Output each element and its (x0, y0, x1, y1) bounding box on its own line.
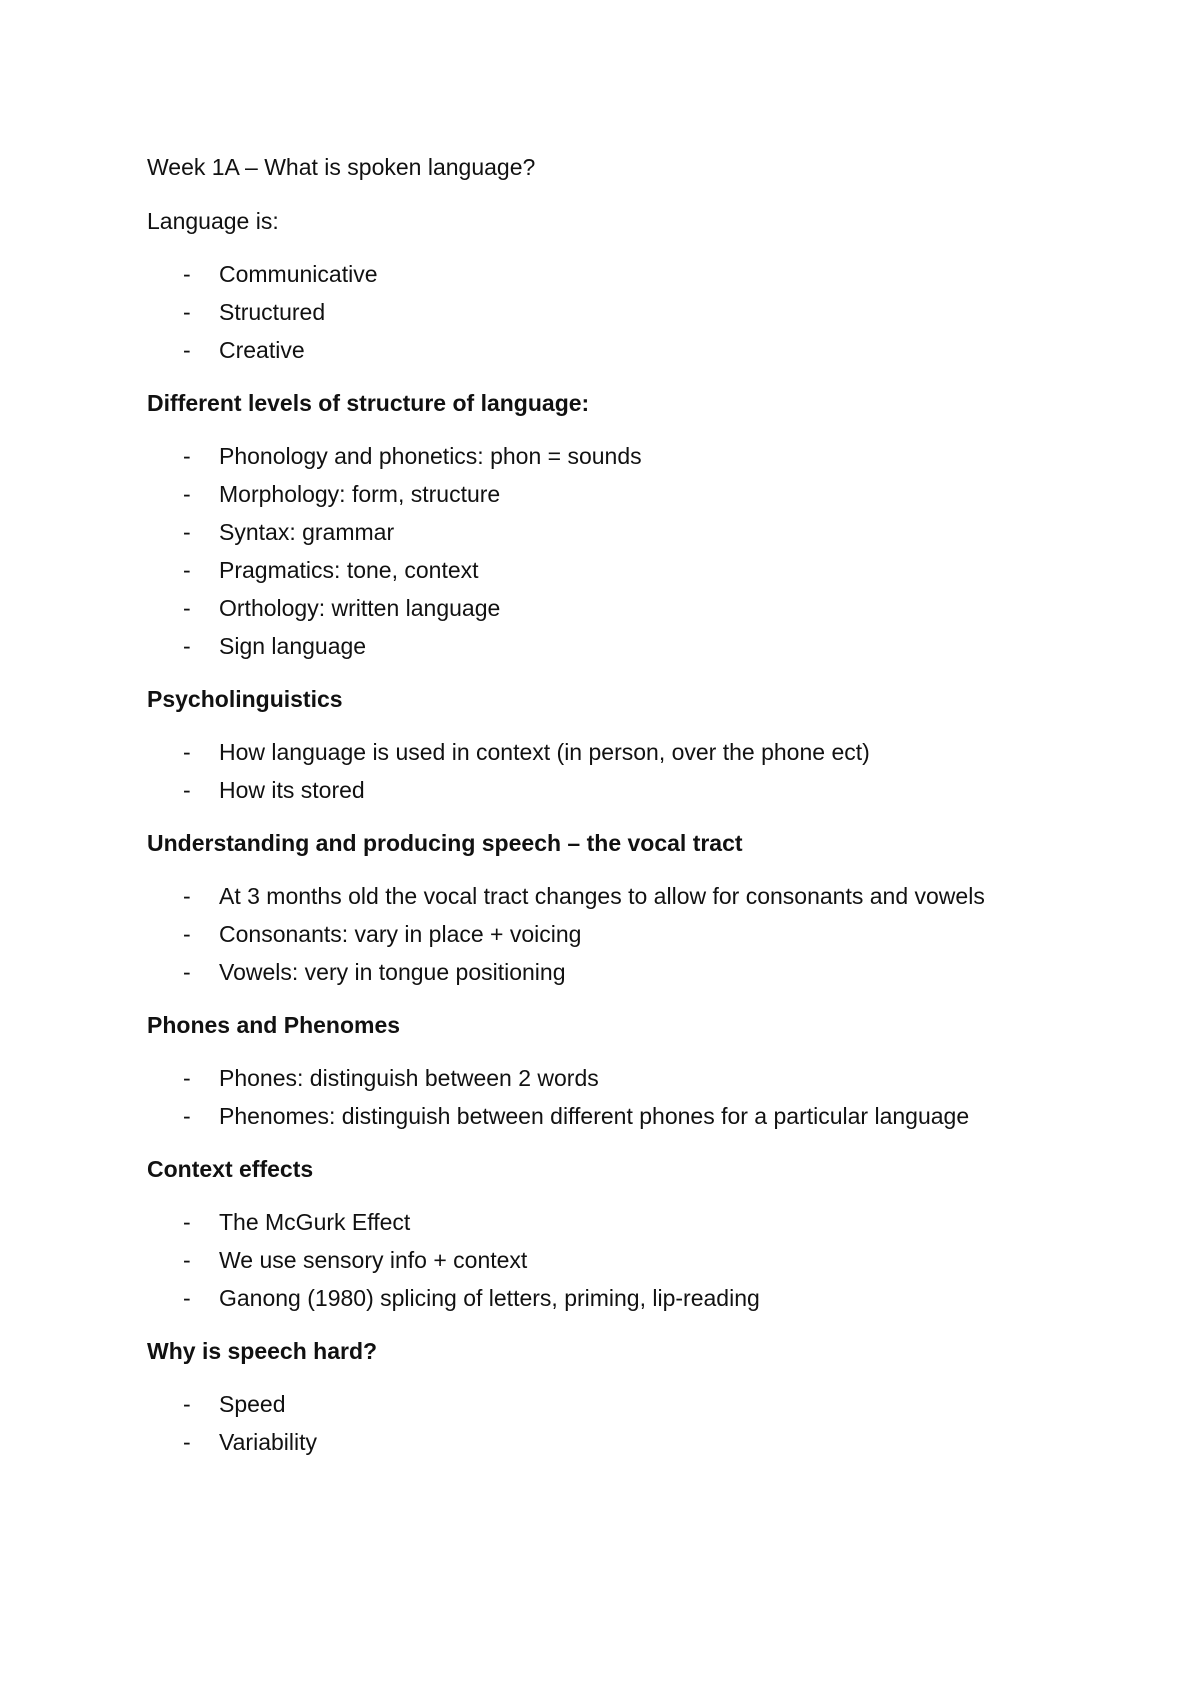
section (147, 824, 1047, 991)
bullet-dash: - (183, 481, 191, 507)
list-item-text: Phonology and phonetics: phon = sounds (219, 443, 642, 469)
intro-text: Language is: (147, 208, 279, 234)
section-list (147, 437, 1047, 665)
list-item (147, 733, 1047, 771)
list-item (147, 513, 1047, 551)
list-item-text: Consonants: vary in place + voicing (219, 921, 582, 947)
list-item (147, 877, 1047, 915)
section-heading: Why is speech hard? (147, 1338, 378, 1364)
bullet-dash: - (183, 299, 191, 325)
section-heading: Different levels of structure of language: (147, 390, 590, 416)
list-item (147, 627, 1047, 665)
list-item (147, 1097, 1047, 1135)
list-item (147, 1423, 1047, 1461)
section-list (147, 733, 1047, 809)
list-item-text: At 3 months old the vocal tract changes to allow for consonants and vowels (219, 883, 985, 909)
list-item (147, 1059, 1047, 1097)
section-list (147, 1059, 1047, 1135)
intro-list-item (147, 255, 1047, 293)
section-list (147, 877, 1047, 991)
list-item-text: Syntax: grammar (219, 519, 395, 545)
list-item (147, 589, 1047, 627)
list-item-text: Pragmatics: tone, context (219, 557, 479, 583)
list-item (147, 1241, 1047, 1279)
section-list (147, 1385, 1047, 1461)
bullet-dash: - (183, 337, 191, 363)
list-item-text: Ganong (1980) splicing of letters, priming, lip-reading (219, 1285, 760, 1311)
intro-list (147, 255, 1047, 369)
list-item-text: Morphology: form, structure (219, 481, 501, 507)
bullet-dash: - (183, 557, 191, 583)
list-item-text: How its stored (219, 777, 365, 803)
bullet-dash: - (183, 883, 191, 909)
bullet-dash: - (183, 739, 191, 765)
bullet-dash: - (183, 1391, 191, 1417)
bullet-dash: - (183, 1285, 191, 1311)
list-item-text: Phones: distinguish between 2 words (219, 1065, 599, 1091)
list-item (147, 1385, 1047, 1423)
list-item-text: Phenomes: distinguish between different phones for a particular language (219, 1103, 970, 1129)
list-item-text: How language is used in context (in person, over the phone ect) (219, 739, 870, 765)
intro-list-item (147, 331, 1047, 369)
bullet-dash: - (183, 633, 191, 659)
list-item-text: Vowels: very in tongue positioning (219, 959, 566, 985)
section-heading: Psycholinguistics (147, 686, 343, 712)
section-heading: Understanding and producing speech – the vocal tract (147, 830, 743, 856)
bullet-dash: - (183, 921, 191, 947)
bullet-dash: - (183, 595, 191, 621)
list-item-text: Creative (219, 337, 305, 363)
section (147, 1006, 1047, 1135)
intro-list-item (147, 293, 1047, 331)
list-item (147, 953, 1047, 991)
list-item (147, 771, 1047, 809)
section (147, 384, 1047, 665)
list-item (147, 475, 1047, 513)
bullet-dash: - (183, 261, 191, 287)
list-item (147, 551, 1047, 589)
list-item-text: Communicative (219, 261, 378, 287)
list-item-text: We use sensory info + context (219, 1247, 528, 1273)
bullet-dash: - (183, 777, 191, 803)
section (147, 680, 1047, 809)
bullet-dash: - (183, 1247, 191, 1273)
list-item-text: Variability (219, 1429, 317, 1455)
bullet-dash: - (183, 443, 191, 469)
list-item-text: Structured (219, 299, 326, 325)
document-content (147, 148, 1047, 1476)
bullet-dash: - (183, 959, 191, 985)
sections-container (147, 384, 1047, 1461)
page-title: Week 1A – What is spoken language? (147, 154, 536, 180)
bullet-dash: - (183, 1209, 191, 1235)
bullet-dash: - (183, 1065, 191, 1091)
list-item-text: The McGurk Effect (219, 1209, 411, 1235)
list-item-text: Sign language (219, 633, 367, 659)
bullet-dash: - (183, 519, 191, 545)
list-item-text: Speed (219, 1391, 286, 1417)
section (147, 1150, 1047, 1317)
bullet-dash: - (183, 1429, 191, 1455)
list-item-text: Orthology: written language (219, 595, 501, 621)
list-item (147, 1203, 1047, 1241)
bullet-dash: - (183, 1103, 191, 1129)
section-heading: Context effects (147, 1156, 314, 1182)
section-heading: Phones and Phenomes (147, 1012, 401, 1038)
section-list (147, 1203, 1047, 1317)
list-item (147, 915, 1047, 953)
list-item (147, 437, 1047, 475)
section (147, 1332, 1047, 1461)
list-item (147, 1279, 1047, 1317)
